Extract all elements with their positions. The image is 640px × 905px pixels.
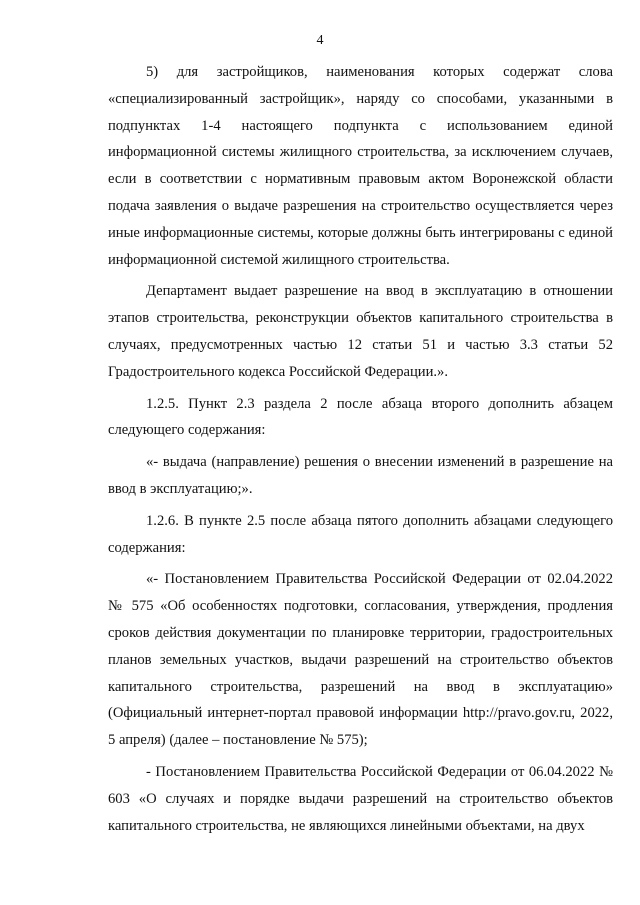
paragraph-1-2-5: 1.2.5. Пункт 2.3 раздела 2 после абзаца второго дополнить абзацем следующего содержания:: [108, 395, 613, 439]
paragraph-resolution-575: «- Постановлением Правительства Российской Федерации от 02.04.2022 № 575 «Об особенностях подготовки, согласования, утверждения, продления сроков действия документации по планировке территории, градостроительных планов земельных участков, выдачи разрешений на строительство объектов капитального строительства, разрешений на ввод в эксплуатацию» (Официальный интернет-портал правовой информации http://pravo.gov.ru, 2022, 5 апреля) (далее – постановление № 575);: [108, 571, 613, 749]
paragraph-resolution-603: - Постановлением Правительства Российской Федерации от 06.04.2022 № 603 «О случаях и порядке выдачи разрешений на строительство объектов капитального строительства, не являющихся линейными объектами, на двух: [108, 763, 613, 834]
paragraph-department-permit: Департамент выдает разрешение на ввод в эксплуатацию в отношении этапов строительства, реконструкции объектов капитального строительства в случаях, предусмотренных частью 12 статьи 51 и частью 3.3 статьи 52 Градостроительного кодекса Российской Федерации.».: [108, 283, 613, 380]
page-number: 4: [316, 33, 324, 48]
paragraph-developers-item-5: 5) для застройщиков, наименования которых содержат слова «специализированный застройщик», наряду со способами, указанными в подпунктах 1-4 настоящего подпункта с использованием единой информационной системы жилищного строительства, за исключением случаев, если в соответствии с нормативным правовым актом Воронежской области подача заявления о выдаче разрешения на строительство осуществляется через иные информационные системы, которые должны быть интегрированы с единой информационной системой жилищного строительства.: [108, 64, 613, 268]
paragraph-1-2-6: 1.2.6. В пункте 2.5 после абзаца пятого дополнить абзацами следующего содержания:: [108, 512, 613, 556]
document-body: [108, 59, 613, 839]
paragraph-1-2-5-insert: «- выдача (направление) решения о внесении изменений в разрешение на ввод в эксплуатацию;».: [108, 454, 613, 497]
